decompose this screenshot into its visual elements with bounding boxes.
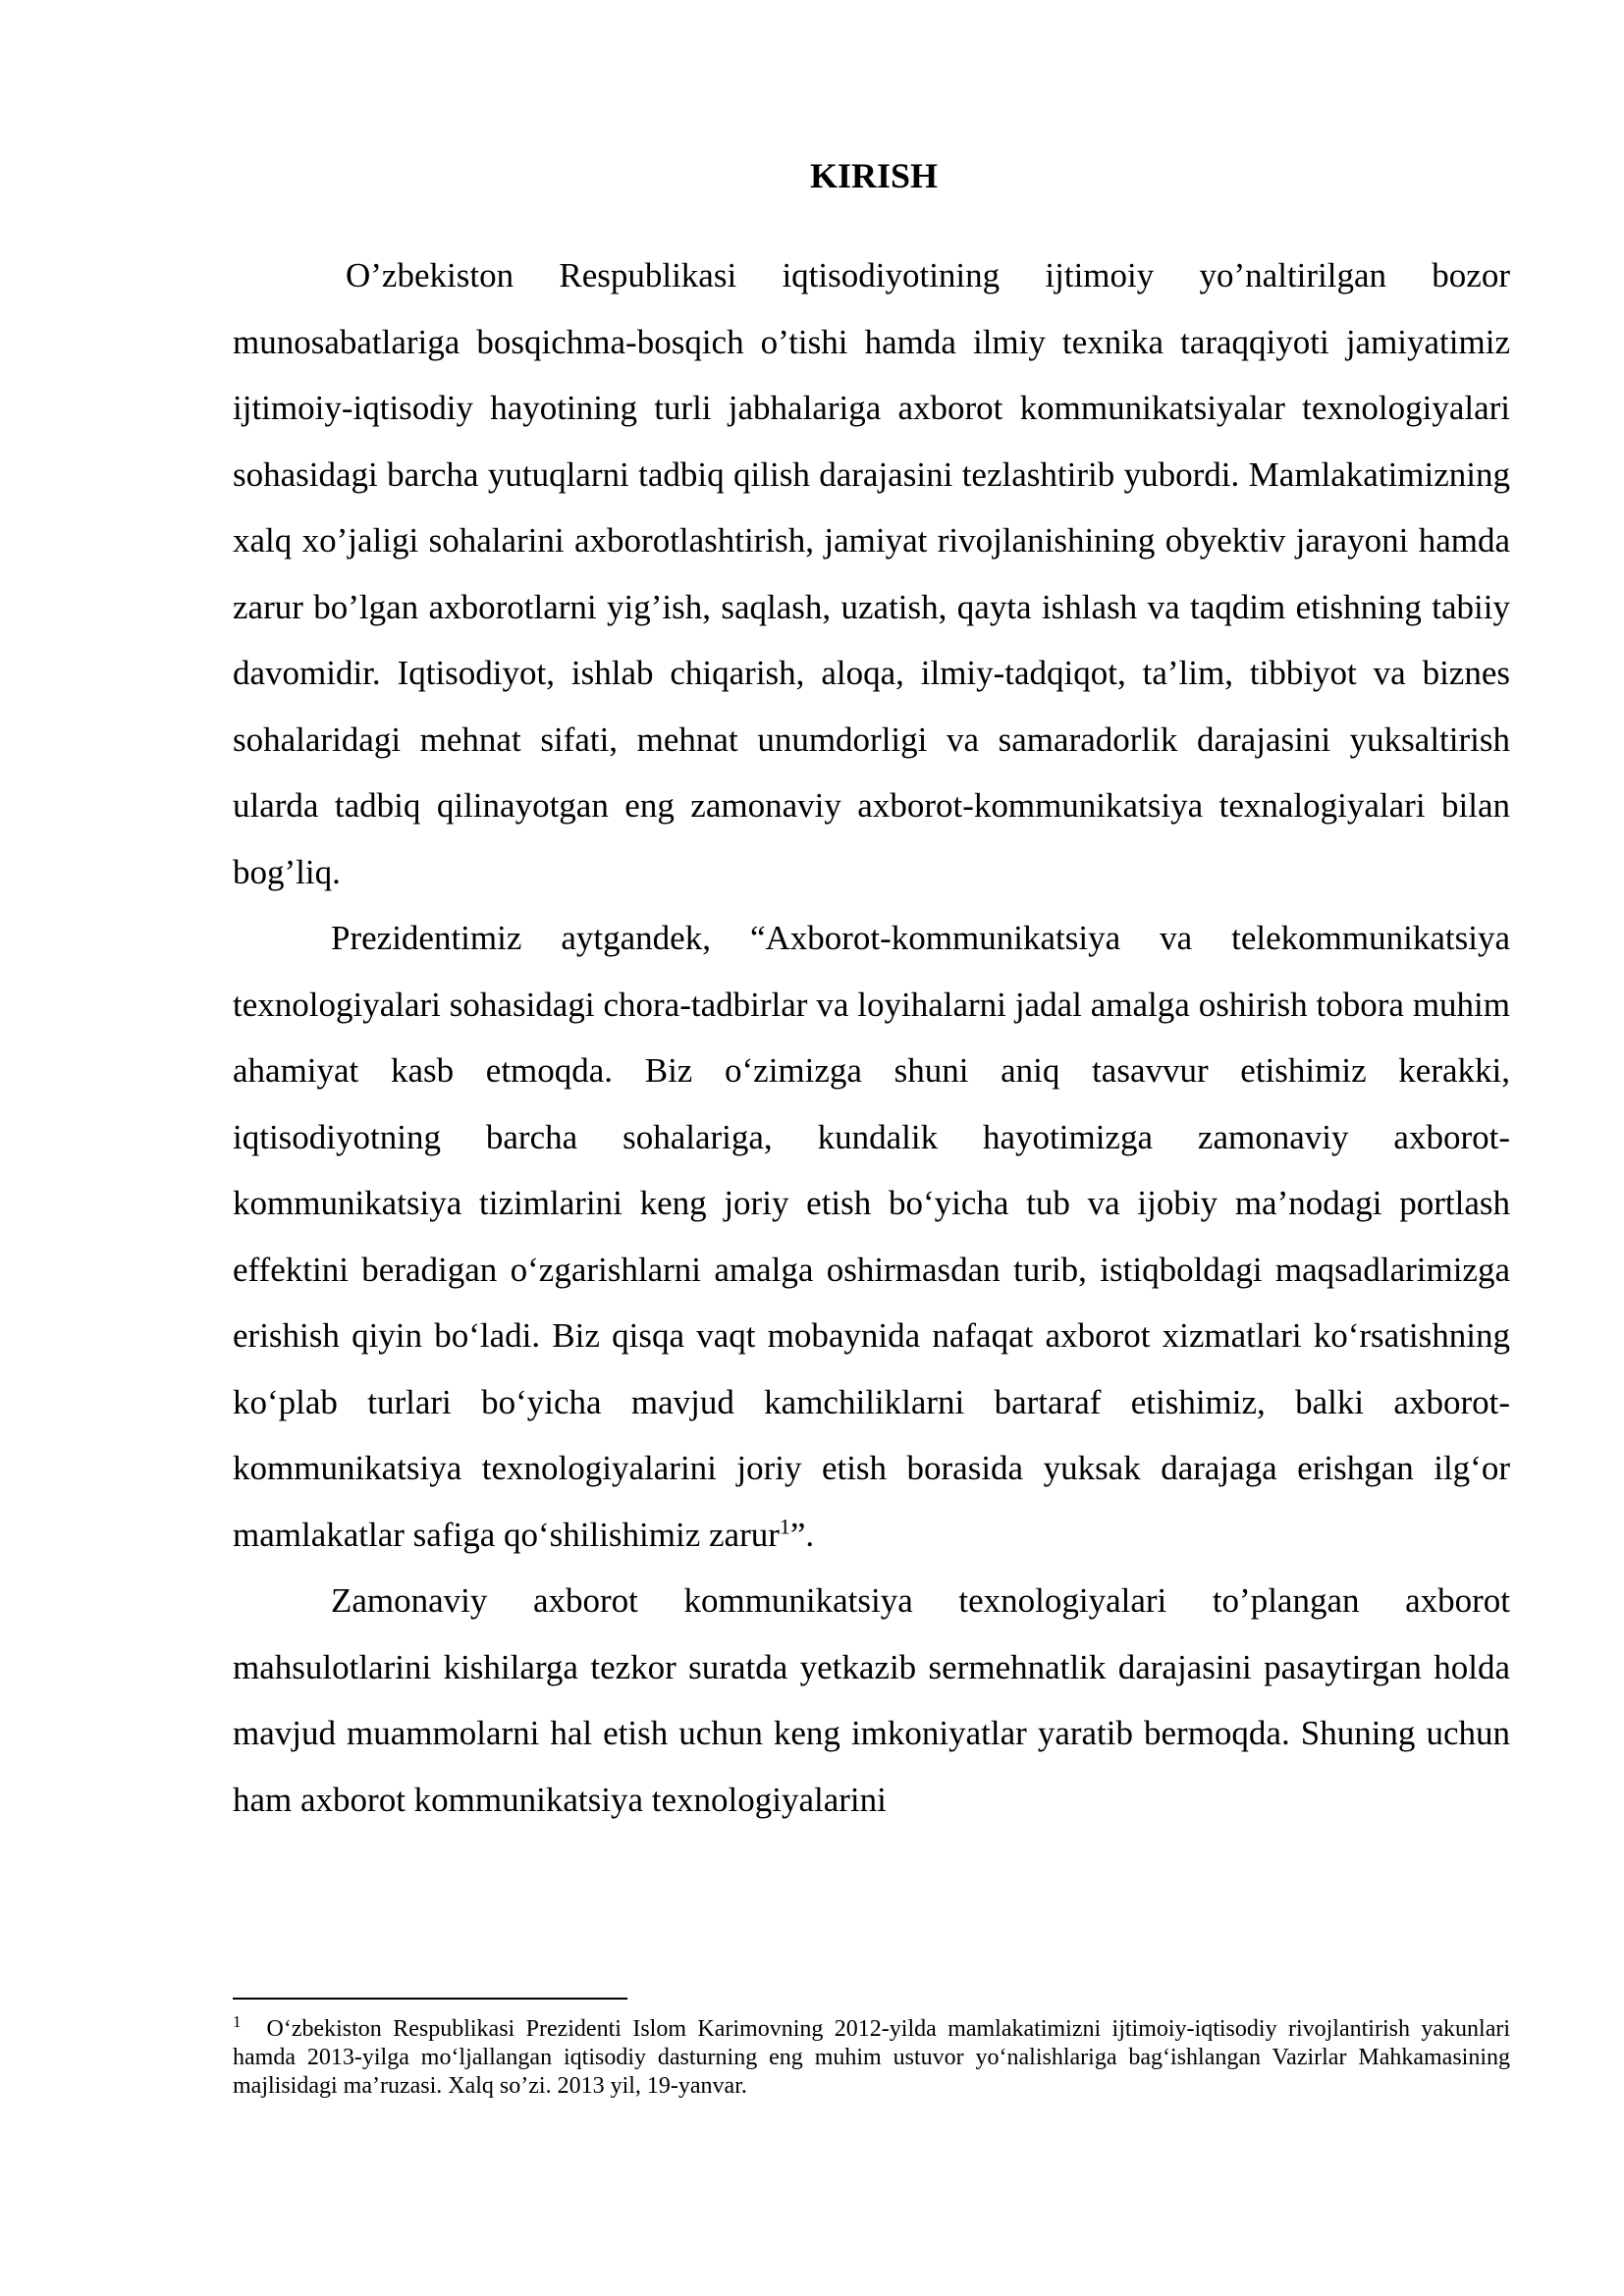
- paragraph-modern-ict: Zamonaviy axborot kommunikatsiya texnologiyalari to’plangan axborot mahsulotlarini kishilarga tezkor suratda yetkazib sermehnatlik darajasini pasaytirgan holda mavjud muammolarni hal etish uchun keng imkoniyatlar yaratib bermoqda. Shuning uchun ham axborot kommunikatsiya texnologiyalarini: [233, 1581, 1510, 1819]
- paragraph-president-quote-text: Prezidentimiz aytgandek, “Axborot-kommunikatsiya va telekommunikatsiya texnologiyalari sohasidagi chora-tadbirlar va loyihalarni jadal amalga oshirish tobora muhim ahamiyat kasb etmoqda. Biz o‘zimizga shuni aniq tasavvur etishimiz kerakki, iqtisodiyotning barcha sohalariga, kundalik hayotimizga zamonaviy axborot-kommunikatsiya tizimlarini keng joriy etish bo‘yicha tub va ijobiy ma’nodagi portlash effektini beradigan o‘zgarishlarni amalga oshirmasdan turib, istiqboldagi maqsadlarimizga erishish qiyin bo‘ladi. Biz qisqa vaqt mobaynida nafaqat axborot xizmatlari ko‘rsatishning ko‘plab turlari bo‘yicha mavjud kamchiliklarni bartaraf etishimiz, balki axborot-kommunikatsiya texnologiyalarini joriy etish borasida yuksak darajaga erishgan ilg‘or mamlakatlar safiga qo‘shilishimiz zarur: [233, 919, 1510, 1554]
- footnote-reference: 1: [779, 1513, 790, 1538]
- paragraph-intro: O’zbekiston Respublikasi iqtisodiyotining ijtimoiy yo’naltirilgan bozor munosabatlariga bosqichma-bosqich o’tishi hamda ilmiy texnika taraqqiyoti jamiyatimiz ijtimoiy-iqtisodiy hayotining turli jabhalariga axborot kommunikatsiyalar texnologiyalari sohasidagi barcha yutuqlarni tadbiq qilish darajasini tezlashtirib yubordi. Mamlakatimizning xalq xo’jaligi sohalarini axborotlashtirish, jamiyat rivojlanishining obyektiv jarayoni hamda zarur bo’lgan axborotlarni yig’ish, saqlash, uzatish, qayta ishlash va taqdim etishning tabiiy davomidir. Iqtisodiyot, ishlab chiqarish, aloqa, ilmiy-tadqiqot, ta’lim, tibbiyot va biznes sohalaridagi mehnat sifati, mehnat unumdorligi va samaradorlik darajasini yuksaltirish ularda tadbiq qilinayotgan eng zamonaviy axborot-kommunikatsiya texnalogiyalari bilan bog’liq.: [233, 256, 1510, 891]
- footnote-text: O‘zbekiston Respublikasi Prezidenti Islom Karimovning 2012-yilda mamlakatimizni ijtimoiy-iqtisodiy rivojlantirish yakunlari hamda 2013-yilga mo‘ljallangan iqtisodiy dasturning eng muhim ustuvor yo‘nalishlariga bag‘ishlangan Vazirlar Mahkamasining majlisidagi ma’ruzasi. Xalq so’zi. 2013 yil, 19-yanvar.: [233, 2016, 1510, 2099]
- page-title: KIRISH: [809, 156, 939, 195]
- footnote-number: 1: [233, 2012, 242, 2031]
- paragraph-president-quote: [233, 905, 1510, 1568]
- footnote: [233, 2012, 1510, 2101]
- quote-closing: ”.: [789, 1515, 815, 1554]
- footnote-separator: [233, 1998, 627, 2000]
- body-text: [233, 242, 1510, 1833]
